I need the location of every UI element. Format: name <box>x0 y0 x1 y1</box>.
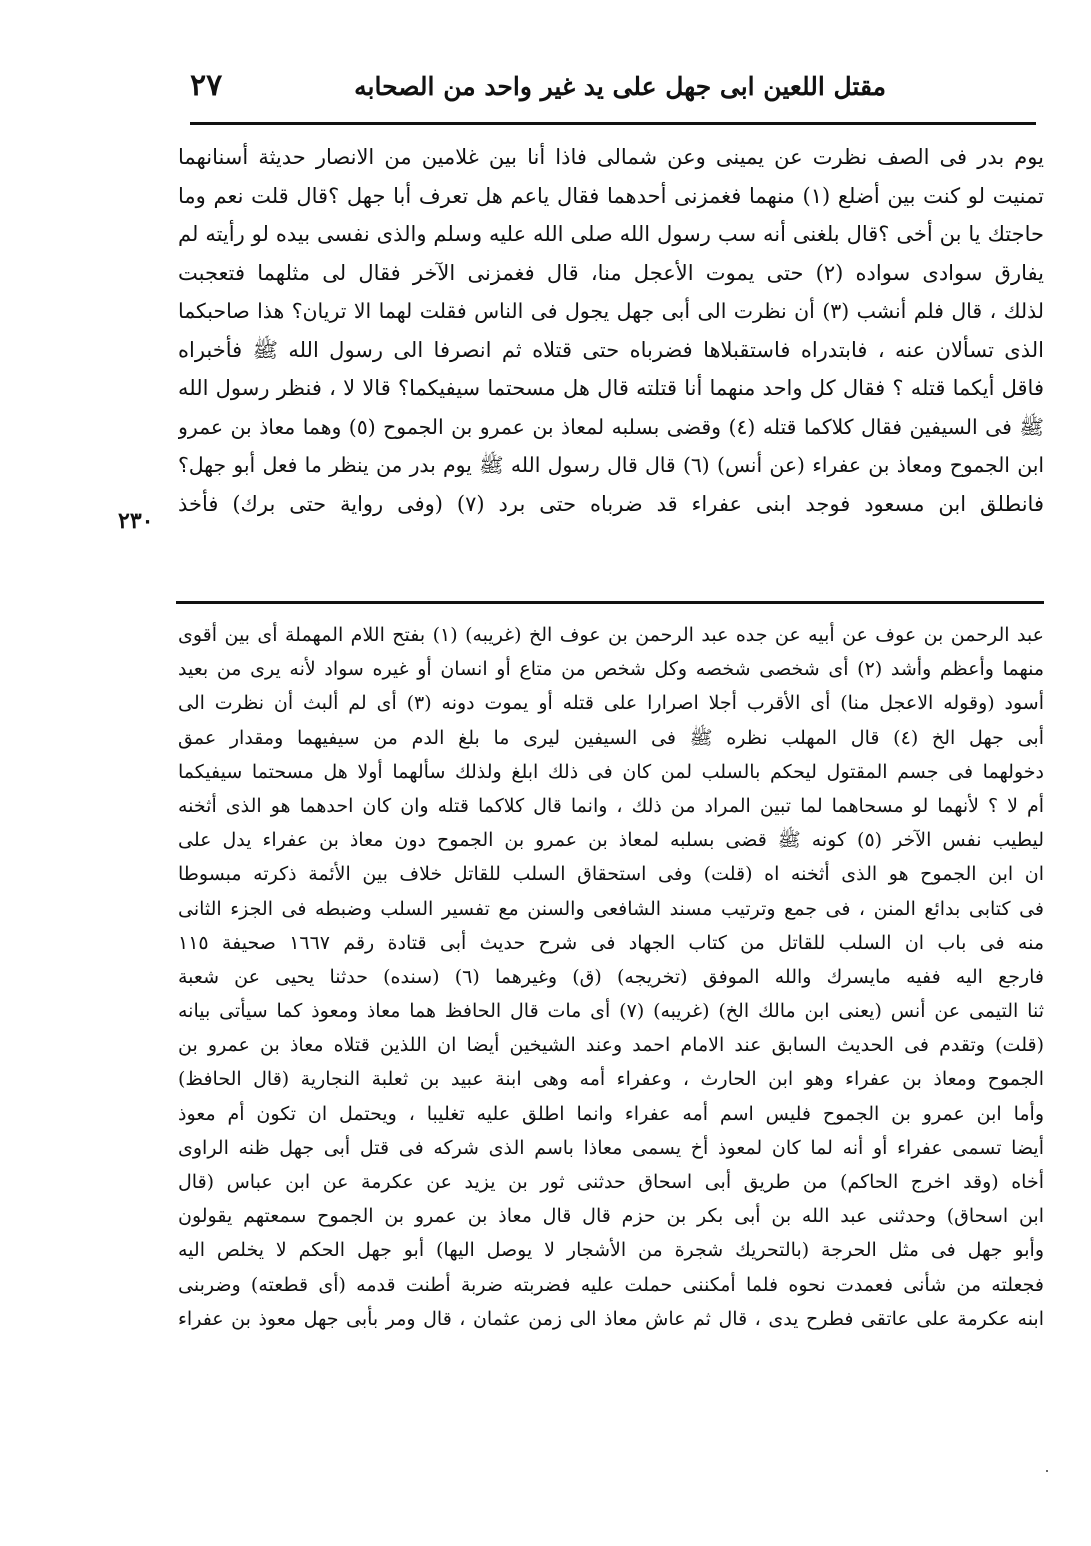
main-text-line: يوم بدر فى الصف نظرت عن يمينى وعن شمالى فاذا أنا بين غلامين من الانصار حديثة أسنانهما <box>178 145 1044 169</box>
running-head: مقتل اللعين ابى جهل على يد غير واحد من الصحابه <box>354 72 886 101</box>
footnote-line: (قلت) وتقدم فى الحديث السابق عند الامام احمد وعند الشيخين أيضا ان اللذين قتلاه معاذ بن عمرو بن <box>178 1034 1044 1057</box>
main-text-line: لذلك ، قال فلم أنشب (٣) أن نظرت الى أبى جهل يجول فى الناس فقلت لهما الا تريان؟ هذا صاحبكما <box>178 299 1044 323</box>
footnote-line: فى كتابى بدائع المنن ، فى جمع وترتيب مسند الشافعى والسنن مع تفسير السلب وضبطه فى الجزء الثانى <box>178 897 1044 920</box>
footnote-line: ثنا التيمى عن أنس (يعنى ابن مالك الخ) (غريبه) (٧) أى مات قال الحافظ هما معاذ ومعوذ كما سيأتى بيانه <box>178 1000 1044 1023</box>
footnote-line: أخاه (وقد اخرج الحاكم) من طريق أبى اسحاق حدثنى ثور بن يزيد عن عكرمة عن ابن عباس (قال <box>178 1171 1044 1193</box>
footnote-line: أبى جهل الخ (٤) قال المهلب نظره ﷺ فى السيفين ليرى ما بلغ الدم من سيفيهما ومقدار عمق <box>178 726 1044 749</box>
main-text-line: حاجتك يا بن أخى ؟قال بلغنى أنه سب رسول الله صلى الله عليه وسلم والذى نفسى بيده لو رأيته لم <box>178 222 1044 246</box>
page-number: ٢٧ <box>190 68 223 103</box>
footnote-line: فجعلته من شأنى فعمدت نحوه فلما أمكننى حملت عليه فضربته ضربة أطنت قدمه (أى قطعته) وضربنى <box>178 1273 1044 1296</box>
main-text-line: الذى تسألان عنه ، فابتدراه فاستقبلاها فضرباه حتى قتلاه ثم انصرفا الى رسول الله ﷺ فأخبراه <box>178 337 1044 362</box>
footnotes-block <box>178 618 1044 1336</box>
margin-hadith-number: ٢٣٠ <box>118 508 154 534</box>
main-text-line: ابن الجموح ومعاذ بن عفراء (عن أنس) (٦) قال قال رسول الله ﷺ يوم بدر من ينظر ما فعل أبو جهل؟ <box>178 453 1044 477</box>
footnote-line: عبد الرحمن بن عوف عن أبيه عن جده عبد الرحمن بن عوف الخ (غريبه) (١) بفتح اللام المهملة أى بين أقوى <box>178 624 1044 646</box>
footnote-line: الجموح ومعاذ بن عفراء وهو ابن الحارث ، وعفراء أمه وهى ابنة عبيد بن ثعلبة النجارية (قال الحافظ) <box>178 1068 1044 1091</box>
footnote-line: أسود (وقوله الاعجل منا) أى الأقرب أجلا اصرارا على قتله أو يموت دونه (٣) أى لم ألبث أن نظرت الى <box>178 692 1044 715</box>
footnote-line: ان ابن الجموح هو الذى أثخنه اه (قلت) وفى استحقاق السلب للقاتل خلاف بين الأئمة ذكرته مبسوطا <box>178 863 1044 886</box>
main-text-line: ﷺ فى السيفين فقال كلاكما قتله (٤) وقضى بسلبه لمعاذ بن عمرو بن الجموح (٥) وهما معاذ بن عمرو <box>178 414 1044 439</box>
footnote-line: ابن اسحاق) وحدثنى عبد الله بن أبى بكر بن حزم قال قال معاذ بن عمرو بن الجموح سمعتهم يقولون <box>178 1205 1044 1228</box>
footnote-line: أم لا ؟ لأنهما لو مسحاهما لما تبين المراد من ذلك ، وانما قال كلاكما قتله وان كان احدهما هو الذى أثخنه <box>178 794 1044 817</box>
main-text-line: يفارق سوادى سواده (٢) حتى يموت الأعجل منا، قال فغمزنى الآخر فقال لى مثلهما فتعجبت <box>178 260 1044 285</box>
footnote-line: أيضا تسمى عفراء أو أنه لما كان لمعوذ أخ يسمى معاذا باسم الذى شركه فى قتل أبى جهل ظنه الراوى <box>178 1136 1044 1159</box>
footnote-line: ليطيب نفس الآخر (٥) كونه ﷺ قضى بسلبه لمعاذ بن عمرو بن الجموح دون معاذ بن عفراء يدل على <box>178 829 1044 852</box>
footnote-line: وأبو جهل فى مثل الحرجة (بالتحريك شجرة من الأشجار لا يوصل اليها) أبو جهل الحكم لا يخلص اليه <box>178 1239 1044 1262</box>
page-header <box>180 62 1036 112</box>
footnote-line: فارجع اليه ففيه مايسرك والله الموفق (تخريجه) (ق) وغيرهما (٦) (سنده) حدثنا يحيى عن شعبة <box>178 965 1044 988</box>
scan-speck <box>1046 1470 1048 1472</box>
main-text-line: تمنيت لو كنت بين أضلع (١) منهما فغمزنى أحدهما فقال ياعم هل تعرف أبا جهل ؟قال قلت نعم وما <box>178 183 1044 208</box>
footnote-line: دخولهما فى جسم المقتول ليحكم بالسلب لمن كان فى ذلك ابلغ ولذلك سألهما أولا هل مسحتما سيفيكما <box>178 760 1044 783</box>
header-rule <box>190 122 1036 125</box>
footnote-line: منه فى باب ان السلب للقاتل من كتاب الجهاد فى شرح حديث أبى قتادة رقم ١٦٦٧ صحيفة ١١٥ <box>178 931 1044 954</box>
footnote-line: ابنه عكرمة على عاتقى فطرح يدى ، قال ثم عاش معاذ الى زمن عثمان ، قال ومر بأبى جهل معوذ بن عفراء <box>178 1307 1044 1330</box>
main-text-line: فانطلق ابن مسعود فوجد ابنى عفراء قد ضرباه حتى برد (٧) (وفى رواية حتى برك) فأخذ <box>178 491 1044 516</box>
footnote-line: وأما ابن عمرو بن الجموح فليس اسم أمه عفراء وانما اطلق عليه تغليبا ، ويحتمل ان تكون أم معوذ <box>178 1102 1044 1125</box>
main-text-block <box>178 138 1044 523</box>
footnote-separator-rule <box>176 601 1044 604</box>
main-text-line: فاقل أيكما قتله ؟ فقال كل واحد منهما أنا قتلته قال هل مسحتما سيفيكما؟ قالا لا ، فنظر رسول الله <box>178 376 1044 400</box>
footnote-line: منهما وأعظم وأشد (٢) أى شخصى شخصه وكل شخص من متاع أو انسان أو غيره سواد لأنه يرى من بعيد <box>178 658 1044 681</box>
